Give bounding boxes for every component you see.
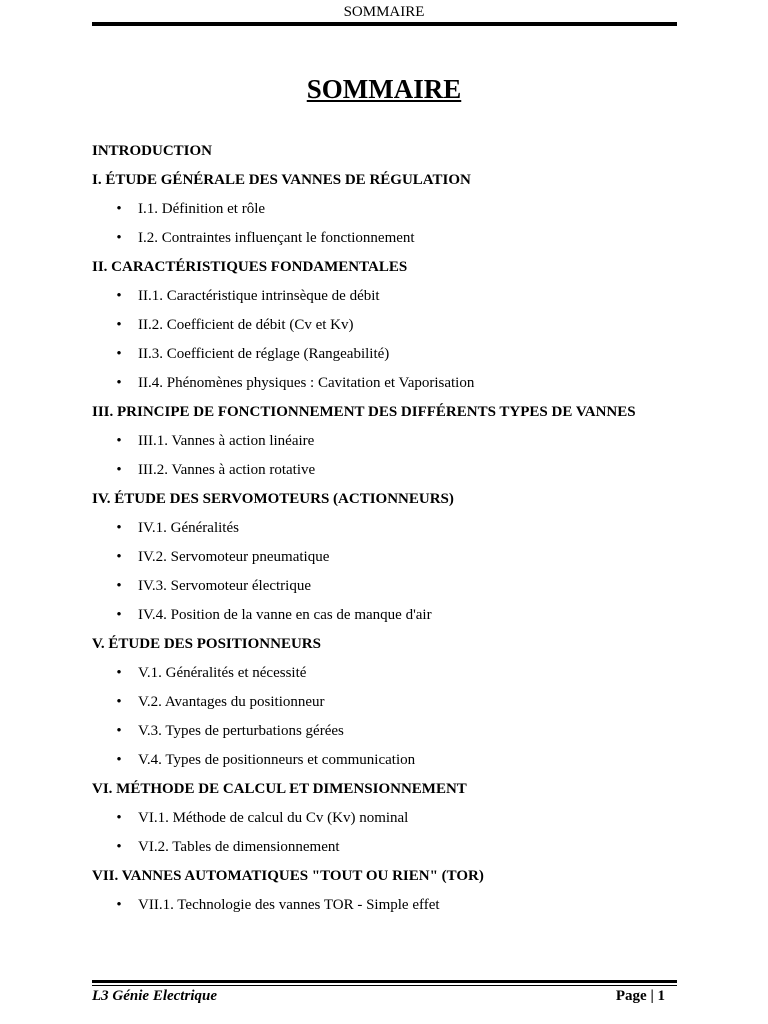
page-title: SOMMAIRE [306, 74, 462, 104]
toc-subsection-item [92, 369, 692, 398]
footer-course-label: L3 Génie Electrique [92, 988, 217, 1004]
bullet-icon: • [116, 520, 122, 536]
bullet-icon: • [116, 230, 122, 246]
toc-subsection-label: VI.2. Tables de dimensionnement [138, 839, 340, 855]
toc-section-heading: IV. ÉTUDE DES SERVOMOTEURS (ACTIONNEURS) [92, 491, 454, 507]
toc-subsection-label: V.4. Types de positionneurs et communication [138, 752, 416, 768]
toc-subsection-label: V.3. Types de perturbations gérées [138, 723, 344, 739]
toc-subsection-label: VII.1. Technologie des vannes TOR - Simple effet [138, 897, 440, 913]
bullet-icon: • [116, 201, 122, 217]
toc-subsection-label: I.1. Définition et rôle [138, 201, 266, 217]
bullet-icon: • [116, 433, 122, 449]
toc-subsection-item [92, 891, 692, 920]
toc-subsection-item [92, 659, 692, 688]
toc-subsection-label: IV.3. Servomoteur électrique [138, 578, 312, 594]
toc-subsection-item [92, 514, 692, 543]
toc-subsection-item [92, 804, 692, 833]
toc-subsection-item [92, 224, 692, 253]
bullet-icon: • [116, 317, 122, 333]
toc-subsection-item [92, 746, 692, 775]
toc-subsection-label: III.1. Vannes à action linéaire [138, 433, 315, 449]
bullet-icon: • [116, 810, 122, 826]
bullet-icon: • [116, 462, 122, 478]
toc-subsection-label: II.3. Coefficient de réglage (Rangeabilité) [138, 346, 390, 362]
toc-subsection-item [92, 717, 692, 746]
toc-subsection-label: IV.2. Servomoteur pneumatique [138, 549, 330, 565]
toc-section-heading: INTRODUCTION [92, 143, 213, 159]
bullet-icon: • [116, 346, 122, 362]
bullet-icon: • [116, 897, 122, 913]
bullet-icon: • [116, 839, 122, 855]
toc-subsection-item [92, 311, 692, 340]
toc-subsection-label: II.4. Phénomènes physiques : Cavitation et Vaporisation [138, 375, 475, 391]
bullet-icon: • [116, 607, 122, 623]
toc-section-heading: V. ÉTUDE DES POSITIONNEURS [92, 636, 321, 652]
toc-subsection-item [92, 427, 692, 456]
table-of-contents [92, 137, 692, 920]
bullet-icon: • [116, 723, 122, 739]
bullet-icon: • [116, 288, 122, 304]
toc-section-heading: I. ÉTUDE GÉNÉRALE DES VANNES DE RÉGULATION [92, 172, 471, 188]
bullet-icon: • [116, 375, 122, 391]
bullet-icon: • [116, 549, 122, 565]
bullet-icon: • [116, 665, 122, 681]
toc-section-heading: III. PRINCIPE DE FONCTIONNEMENT DES DIFFÉRENTS TYPES DE VANNES [92, 404, 636, 420]
toc-subsection-label: V.2. Avantages du positionneur [138, 694, 325, 710]
toc-subsection-item [92, 601, 692, 630]
toc-subsection-item [92, 688, 692, 717]
bullet-icon: • [116, 694, 122, 710]
toc-subsection-item [92, 572, 692, 601]
toc-subsection-item [92, 456, 692, 485]
toc-subsection-item [92, 833, 692, 862]
bullet-icon: • [116, 752, 122, 768]
toc-subsection-item [92, 543, 692, 572]
toc-subsection-label: VI.1. Méthode de calcul du Cv (Kv) nominal [138, 810, 409, 826]
toc-subsection-item [92, 282, 692, 311]
footer-page-number: Page | 1 [615, 988, 665, 1004]
toc-subsection-label: V.1. Généralités et nécessité [138, 665, 307, 681]
toc-section-heading: VI. MÉTHODE DE CALCUL ET DIMENSIONNEMENT [92, 781, 467, 797]
running-header: SOMMAIRE [343, 4, 425, 20]
toc-subsection-label: III.2. Vannes à action rotative [138, 462, 316, 478]
toc-subsection-label: IV.4. Position de la vanne en cas de manque d'air [138, 607, 432, 623]
toc-subsection-item [92, 340, 692, 369]
footer-rule-thick [92, 980, 677, 983]
toc-subsection-item [92, 195, 692, 224]
toc-section-heading: II. CARACTÉRISTIQUES FONDAMENTALES [92, 259, 408, 275]
bullet-icon: • [116, 578, 122, 594]
toc-subsection-label: II.2. Coefficient de débit (Cv et Kv) [138, 317, 354, 333]
toc-section-heading: VII. VANNES AUTOMATIQUES "TOUT OU RIEN" (TOR) [92, 868, 484, 884]
toc-subsection-label: II.1. Caractéristique intrinsèque de débit [138, 288, 380, 304]
header-rule [92, 22, 677, 26]
footer-rule-thin [92, 985, 677, 986]
toc-subsection-label: I.2. Contraintes influençant le fonctionnement [138, 230, 415, 246]
toc-subsection-label: IV.1. Généralités [138, 520, 239, 536]
